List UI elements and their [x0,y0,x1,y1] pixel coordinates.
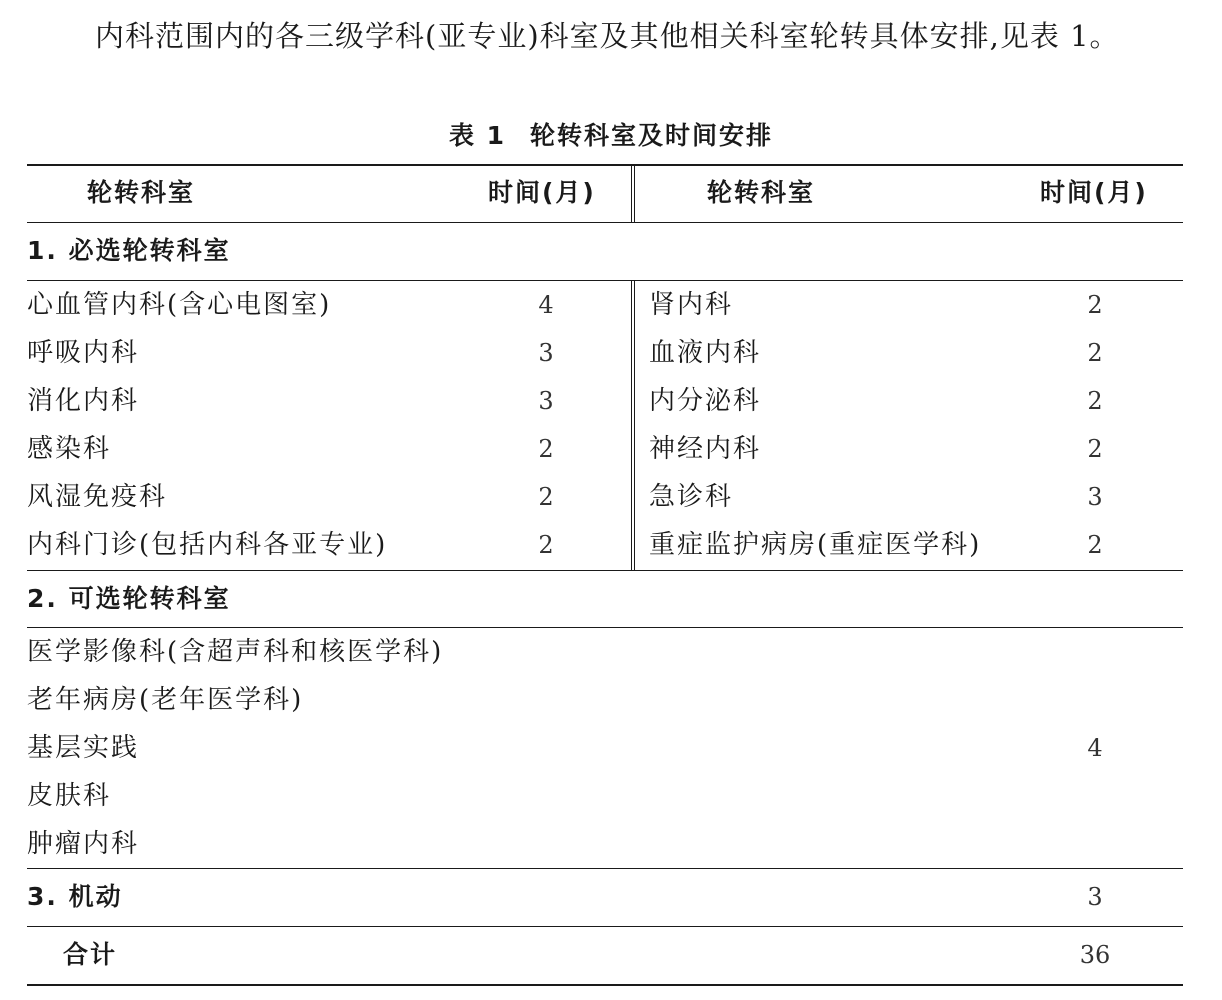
table-cell-dept: 内分泌科 [649,386,762,416]
table-cell-dept: 老年病房(老年医学科) [27,685,304,715]
section2-time: 4 [1087,734,1103,762]
table-cell-time: 3 [538,387,554,415]
table-cell-time: 2 [538,435,554,463]
header-divider [631,166,635,222]
table-cell-dept: 肿瘤内科 [27,829,140,859]
table-cell-time: 3 [1087,483,1103,511]
table-cell-dept: 心血管内科(含心电图室) [27,290,332,320]
section3-title: 3. 机动 [27,882,123,911]
table-caption-number: 表 1 [448,121,507,150]
table-cell-time: 2 [1087,435,1103,463]
header-time-left: 时间(月) [488,178,596,207]
total-label: 合计 [63,940,118,969]
section3-time: 3 [1087,883,1103,911]
header-dept-left: 轮转科室 [87,178,196,207]
table-cell-time: 2 [1087,339,1103,367]
intro-paragraph: 内科范围内的各三级学科(亚专业)科室及其他相关科室轮转具体安排,见表 1。 [95,19,1120,53]
table-cell-time: 2 [538,483,554,511]
header-dept-right: 轮转科室 [707,178,816,207]
table-cell-time: 2 [1087,531,1103,559]
table-cell-dept: 消化内科 [27,386,140,416]
table-cell-dept: 肾内科 [649,290,734,320]
section2-end-rule [27,868,1183,869]
table-cell-dept: 内科门诊(包括内科各亚专业) [27,530,388,560]
section1-title: 1. 必选轮转科室 [27,236,231,265]
table-top-rule [27,164,1183,166]
total-time: 36 [1079,941,1111,969]
table-cell-dept: 感染科 [27,434,112,464]
table-cell-dept: 重症监护病房(重症医学科) [649,530,982,560]
table-cell-dept: 急诊科 [649,482,734,512]
table-cell-dept: 血液内科 [649,338,762,368]
table-caption [0,116,1222,152]
table-caption-title: 轮转科室及时间安排 [530,121,774,150]
section2-rule [27,627,1183,628]
header-rule [27,222,1183,223]
table-cell-time: 4 [538,291,554,319]
table-cell-dept: 神经内科 [649,434,762,464]
section2-title: 2. 可选轮转科室 [27,584,231,613]
table-cell-time: 2 [1087,291,1103,319]
table-bottom-rule [27,984,1183,986]
table-cell-dept: 医学影像科(含超声科和核医学科) [27,637,444,667]
section3-end-rule [27,926,1183,927]
table-cell-dept: 呼吸内科 [27,338,140,368]
section1-rule [27,280,1183,281]
section1-end-rule [27,570,1183,571]
table-cell-time: 2 [1087,387,1103,415]
header-time-right: 时间(月) [1040,178,1148,207]
table-cell-time: 3 [538,339,554,367]
section1-divider [631,281,635,570]
table-cell-time: 2 [538,531,554,559]
table-cell-dept: 风湿免疫科 [27,482,168,512]
table-cell-dept: 皮肤科 [27,781,112,811]
table-cell-dept: 基层实践 [27,733,140,763]
